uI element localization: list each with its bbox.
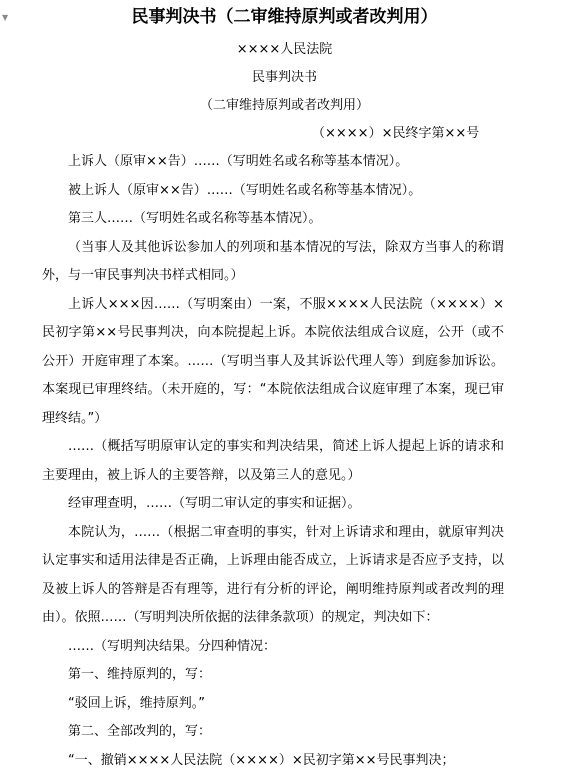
document-type: 民事判决书: [0, 69, 569, 87]
paragraph-original-summary: ……（概括写明原审认定的事实和判决结果，简述上诉人提起上诉的请求和主要理由，被上诉人的主要答辩，以及第三人的意见。）: [42, 433, 504, 490]
paragraph-case-one-text: “驳回上诉，维持原判。”: [42, 690, 504, 719]
paragraph-facts-found: 经审理查明，……（写明二审认定的事实和证据）。: [42, 490, 504, 519]
court-name: ××××人民法院: [0, 41, 569, 59]
paragraph-case-one: 第一、维持原判的，写：: [42, 661, 504, 690]
dropdown-marker-icon: ▼: [2, 14, 8, 22]
paragraph-appellant: 上诉人（原审××告）……（写明姓名或名称等基本情况）。: [42, 148, 504, 177]
paragraph-judgment-result: ……（写明判决结果。分四种情况：: [42, 633, 504, 662]
paragraph-case-intro: 上诉人×××因……（写明案由）一案，不服××××人民法院（××××）×民初字第××号民事判决，向本院提起上诉。本院依法组成合议庭，公开（或不公开）开庭审理了本案。……（写明当事人及其诉讼代理人等）到庭参加诉讼。本案现已审理终结。（未开庭的，写：“本院依法组成合议庭审理了本案，现已审理终结。”）: [42, 291, 504, 434]
case-number: （××××）×民终字第××号: [312, 125, 479, 143]
paragraph-court-opinion: 本院认为，……（根据二审查明的事实，针对上诉请求和理由，就原审判决认定事实和适用法律是否正确，上诉理由能否成立，上诉请求是否应予支持，以及被上诉人的答辩是否有理等，进行有分析的评论，阐明维持原判或者改判的理由）。依照……（写明判决所依据的法律条款项）的规定，判决如下：: [42, 519, 504, 633]
document-subtitle: （二审维持原判或者改判用）: [0, 97, 569, 115]
document-body: [42, 148, 504, 775]
paragraph-appellee: 被上诉人（原审××告）……（写明姓名或名称等基本情况）。: [42, 177, 504, 206]
document-title: 民事判决书（二审维持原判或者改判用）: [0, 6, 569, 28]
paragraph-case-two-text: “一、撤销××××人民法院（××××）×民初字第××号民事判决；: [42, 747, 504, 775]
paragraph-third-party: 第三人……（写明姓名或名称等基本情况）。: [42, 205, 504, 234]
paragraph-party-note: （当事人及其他诉讼参加人的列项和基本情况的写法，除双方当事人的称谓外，与一审民事判决书样式相同。）: [42, 234, 504, 291]
paragraph-case-two: 第二、全部改判的，写：: [42, 718, 504, 747]
